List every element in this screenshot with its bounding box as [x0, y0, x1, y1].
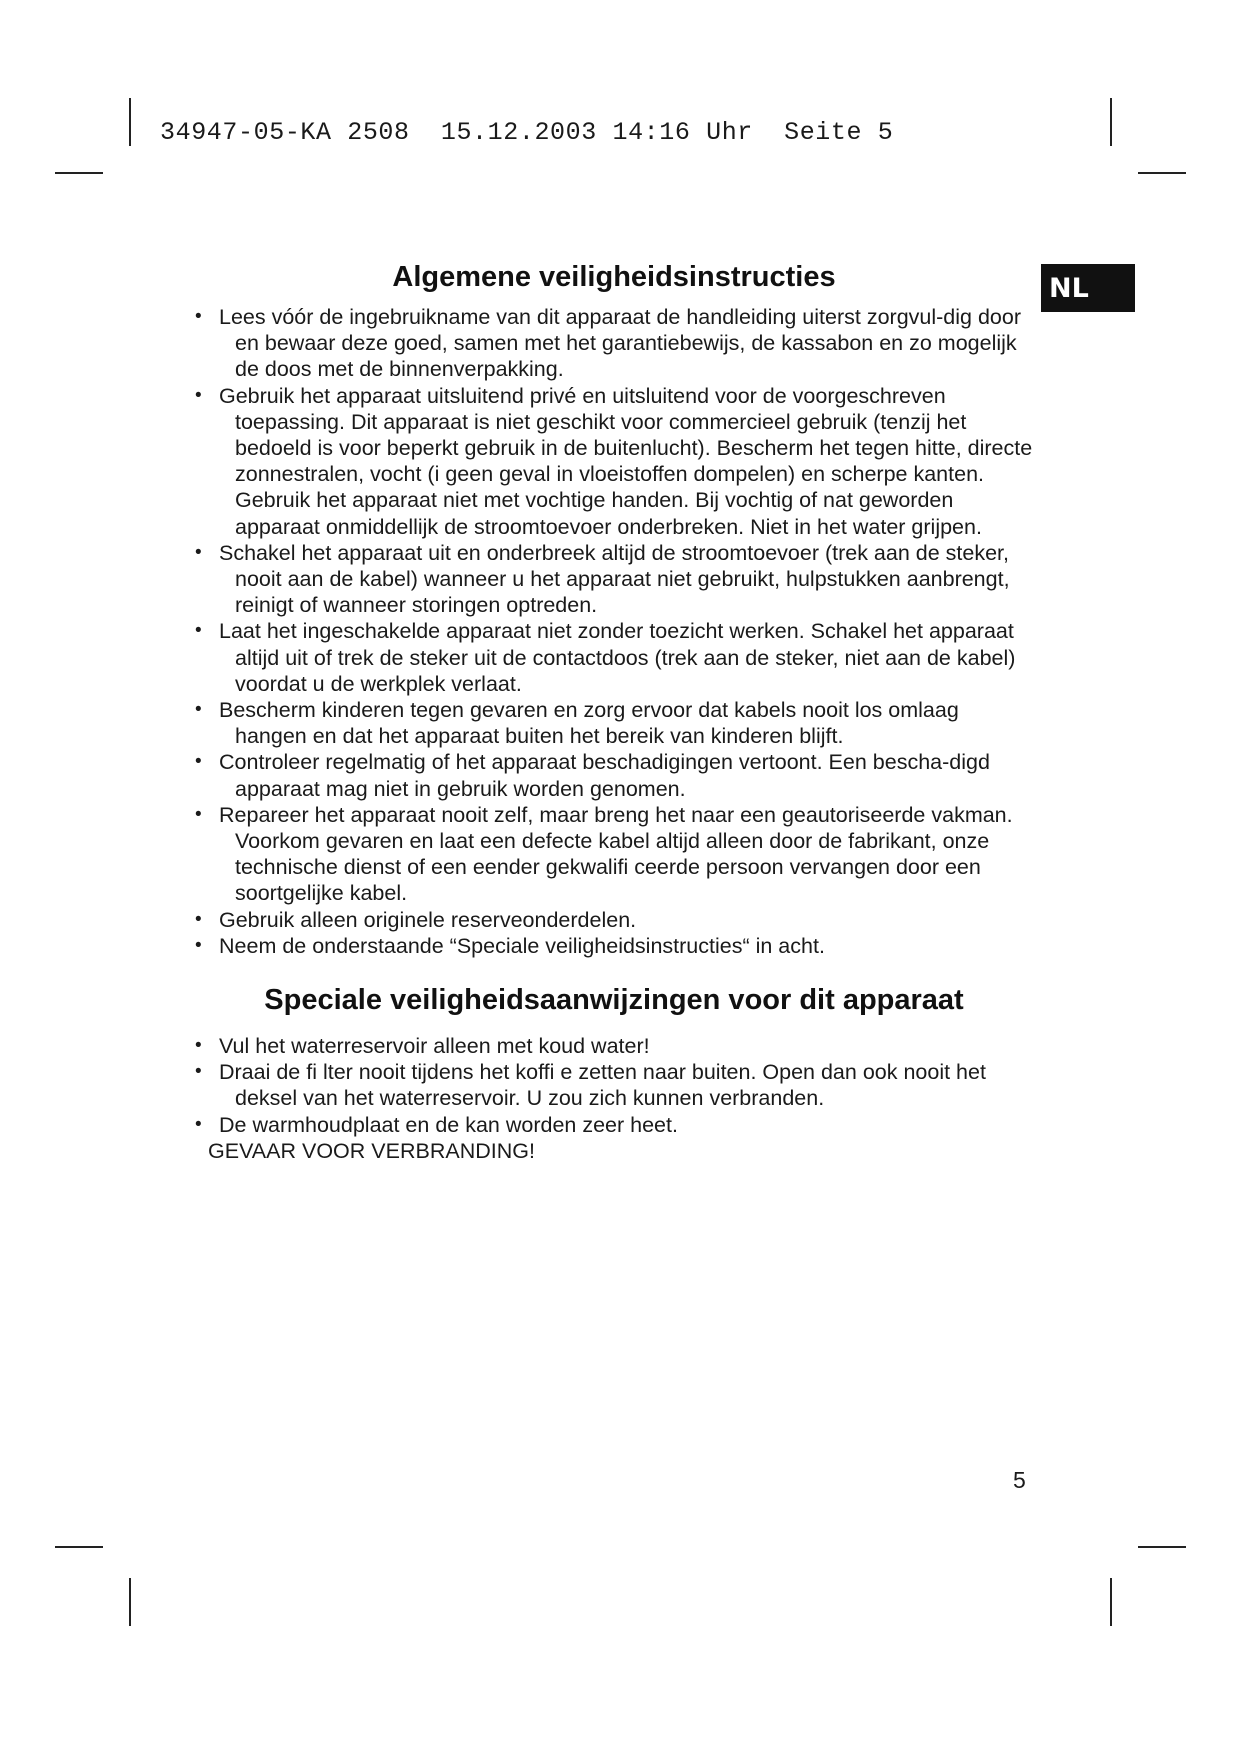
list-item: • Bescherm kinderen tegen gevaren en zorg ervoor dat kabels nooit los omlaag hangen en dat het apparaat buiten het bereik van kinderen blijft.	[194, 697, 1034, 749]
crop-mark-bottom-right-vertical	[1110, 1578, 1112, 1626]
list-item: • Gebruik alleen originele reserveonderdelen.	[194, 907, 1034, 933]
list-item: • Vul het waterreservoir alleen met koud water!	[194, 1033, 1034, 1059]
section-title-special-safety: Speciale veiligheidsaanwijzingen voor dit apparaat	[264, 984, 964, 1017]
list-item: • Repareer het apparaat nooit zelf, maar breng het naar een geautoriseerde vakman. Voorkom gevaren en laat een defecte kabel altijd alleen door de fabrikant, onze technische dienst of een eender gekwalifi ceerde persoon vervangen door een soortgelijke kabel.	[194, 802, 1034, 907]
general-safety-list	[194, 304, 1034, 959]
crop-mark-bottom-right-horizontal	[1138, 1546, 1186, 1548]
list-item: • Neem de onderstaande “Speciale veiligheidsinstructies“ in acht.	[194, 933, 1034, 959]
language-tab: NL	[1041, 264, 1135, 312]
list-item: • Schakel het apparaat uit en onderbreek altijd de stroomtoevoer (trek aan de steker, nooit aan de kabel) wanneer u het apparaat niet gebruikt, hulpstukken aanbrengt, reinigt of wanneer storingen optreden.	[194, 540, 1034, 619]
list-item: • Gebruik het apparaat uitsluitend privé en uitsluitend voor de voorgeschreven toepassing. Dit apparaat is niet geschikt voor commercieel gebruik (tenzij het bedoeld is voor beperkt gebruik in de buitenlucht). Bescherm het tegen hitte, directe zonnestralen, vocht (i geen geval in vloeistoffen dompelen) en scherpe kanten. Gebruik het apparaat niet met vochtige handen. Bij vochtig of nat geworden apparaat onmiddellijk de stroomtoevoer onderbreken. Niet in het water grijpen.	[194, 383, 1034, 540]
page-number: 5	[1013, 1467, 1026, 1493]
print-slug: 34947-05-KA 2508 15.12.2003 14:16 Uhr Seite 5	[160, 118, 894, 147]
special-safety-list	[194, 1033, 1034, 1138]
crop-mark-top-right-horizontal	[1138, 172, 1186, 174]
crop-mark-bottom-left-horizontal	[55, 1546, 103, 1548]
list-item: • Lees vóór de ingebruikname van dit apparaat de handleiding uiterst zorgvul-dig door en bewaar deze goed, samen met het garantiebewijs, de kassabon en zo mogelijk de doos met de binnenverpakking.	[194, 304, 1034, 383]
page-content	[194, 258, 1034, 1164]
crop-mark-top-right-vertical	[1110, 98, 1112, 146]
list-item: • Laat het ingeschakelde apparaat niet zonder toezicht werken. Schakel het apparaat altijd uit of trek de steker uit de contactdoos (trek aan de steker, niet aan de kabel) voordat u de werkplek verlaat.	[194, 618, 1034, 697]
crop-mark-top-left-vertical	[129, 98, 131, 146]
crop-mark-bottom-left-vertical	[129, 1578, 131, 1626]
list-item: • Controleer regelmatig of het apparaat beschadigingen vertoont. Een bescha-digd apparaat mag niet in gebruik worden genomen.	[194, 749, 1034, 801]
list-item: • De warmhoudplaat en de kan worden zeer heet.	[194, 1112, 1034, 1138]
burn-warning: GEVAAR VOOR VERBRANDING!	[208, 1138, 535, 1163]
crop-mark-top-left-horizontal	[55, 172, 103, 174]
list-item: • Draai de fi lter nooit tijdens het koffi e zetten naar buiten. Open dan ook nooit het deksel van het waterreservoir. U zou zich kunnen verbranden.	[194, 1059, 1034, 1111]
section-title-general-safety: Algemene veiligheidsinstructies	[392, 261, 836, 293]
